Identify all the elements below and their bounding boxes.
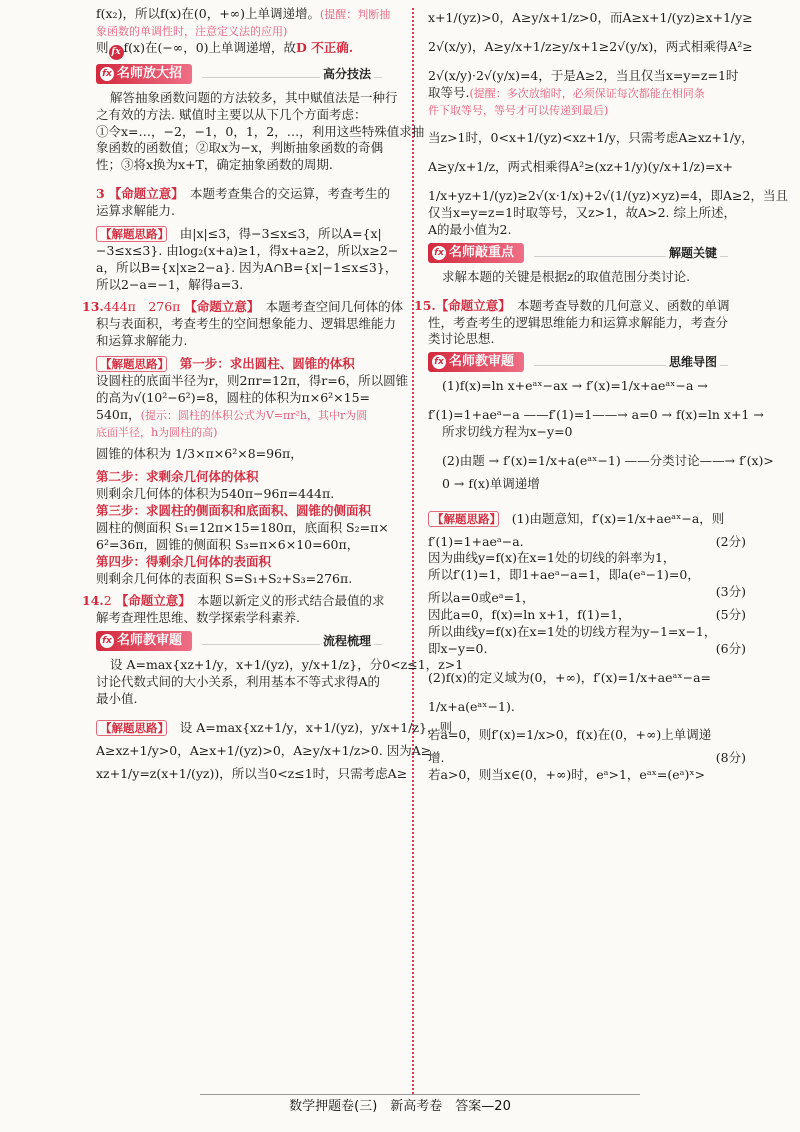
text-line: 之有效的方法. 赋值时主要以从下几个方面考虑： [96,106,367,122]
text-line: −3≤x≤3}. 由log₂(x+a)≥1，得x+a≥2，所以x≥2− [96,242,399,258]
text-line: 所以f′(1)=1，即1+aeᵃ−a=1，即a(eᵃ−1)=0， [428,567,700,583]
mind-map-line: 0 → f(x)单调递增 [442,475,540,491]
fx-icon: fx [100,634,114,648]
banner-mingshi-jiaoshenti [96,631,400,651]
text-line: A≥xz+1/y>0，A≥x+1/(yz)>0，A≥y/x+1/z>0. 因为A≥ [96,742,432,758]
text-line: 象函数的函数值；②取x为−x，判断抽象函数的奇偶 [96,140,384,156]
text-line: 即x−y=0. (6分) [428,640,746,656]
text-line: 圆柱的侧面积 S₁=12π×15=180π，底面积 S₂=π× [96,519,389,535]
mind-map-line: (2)由题 → f′(x)=1/x+a(eᵃˣ−1) ——分类讨论——→ f′(x)> [442,452,774,468]
text-line: ①令x=…，−2，−1，0，1，2，…，利用这些特殊值求抽 [96,123,425,139]
banner-subtitle: 思维导图 [666,354,720,370]
text-line: 和运算求解能力. [96,333,188,349]
text-line: 所以a=0或eᵃ=1， [428,590,535,606]
fx-icon: fx [432,246,446,260]
text-line: f(x₂)，所以f(x)在(0，+∞)上单调递增。(提醒：判断抽 [96,6,391,21]
text-line: 性；③将x换为x+T，确定抽象函数的周期. [96,157,333,173]
question-13-intent: 13.444π 276π 【命题立意】 本题考查空间几何体的体 [82,299,404,315]
step-heading: 第三步：求圆柱的侧面积和底面积、圆锥的侧面积 [96,503,372,518]
hint-note: 件下取等号，等号才可以传递到最后) [428,103,609,117]
step-heading: 第二步：求剩余几何体的体积 [96,469,259,485]
footer-rule [200,1094,640,1095]
text-line: 最小值. [96,690,138,706]
text-line: 解答抽象函数问题的方法较多，其中赋值法是一种行 [110,89,398,105]
text-line: A≥y/x+1/z，两式相乘得A²≥(xz+1/y)(y/x+1/z)=x+ [428,159,733,175]
banner-subtitle: 解题关键 [666,245,720,261]
text-line: f′(1)=1+aeᵃ−a. (2分) [428,533,746,549]
text-line: 类讨论思想. [428,331,495,347]
text-line: 运算求解能力. [96,203,175,218]
text-line: 设圆柱的底面半径为r，则2πr=12π，得r=6，所以圆锥 [96,372,409,388]
text-line: 仅当x=y=z=1时取等号，又z>1，故A>2. 综上所述， [428,205,736,220]
text-line: 2√(x/y)·2√(y/x)=4，于是A≥2，当且仅当x=y=z=1时 [428,67,739,83]
question-3-intent: 3 【命题立意】 本题考查集合的交运算，考查考生的 [96,186,390,202]
banner-title: 名师敲重点 [449,244,515,260]
text-line: (2)f(x)的定义域为(0，+∞)，f′(x)=1/x+aeᵃˣ−a= [428,669,712,685]
mind-map-line: f′(1)=1+aeᵃ−a ——f′(1)=1——→ a=0 → f(x)=ln x+1 → [428,407,764,423]
mind-map-line: 所求切线方程为x−y=0 [442,424,573,439]
text-line: a，所以B={x|x≥2−a}. 因为A∩B={x|−1≤x≤3}， [96,259,398,275]
question-13-solution: 【解题思路】 第一步：求出圆柱、圆锥的体积 [96,356,400,373]
text-line: 6²=36π，圆锥的侧面积 S₃=π×6×10=60π， [96,536,360,552]
banner-title: 名师教审题 [449,354,515,370]
text-line: 取等号.(提醒：多次放缩时，必须保证每次都能在相同条 [428,84,705,100]
question-3-solution: 【解题思路】 由|x|≤3，得−3≤x≤3，所以A={x| [96,226,400,243]
text-line: A的最小值为2. [428,221,512,237]
text-line: 性，考查考生的逻辑思维能力和运算求解能力，考查分 [428,314,729,330]
banner-mingshi-fangdazhao [96,64,400,84]
text-line: 所以曲线y=f(x)在x=1处的切线方程为y−1=x−1， [428,623,717,639]
text-line: 则剩余几何体的表面积 S=S₁+S₂+S₃=276π. [96,570,353,586]
text-line: 圆锥的体积为 1/3×π×6²×8=96π， [96,446,303,462]
text-line: 则 fx f(x)在(−∞，0)上单调递增，故D 不正确. [96,40,400,60]
text-line: 2√(x/y)，A≥y/x+1/z≥y/x+1≥2√(y/x)，两式相乘得A²≥ [428,38,753,54]
text-line: 讨论代数式间的大小关系，利用基本不等式求得A的 [96,674,381,689]
text-line: 若a=0，则f′(x)=1/x>0，f(x)在(0，+∞)上单调递 [428,727,712,743]
question-15-solution: 【解题思路】 (1)由题意知，f′(x)=1/x+aeᵃˣ−a，则 [428,511,746,528]
text-line: x+1/(yz)>0，A≥y/x+1/z>0，而A≥x+1/(yz)≥x+1/y≥ [428,10,753,25]
question-14-solution: 【解题思路】 设 A=max{xz+1/y，x+1/(yz)，y/x+1/z}，则 [96,720,400,737]
banner-subtitle: 流程梳理 [320,633,374,649]
question-14-intent: 14.2 【命题立意】 本题以新定义的形式结合最值的求 [82,593,385,609]
column-divider [412,8,414,1094]
banner-subtitle: 高分技法 [320,66,374,82]
text-line: 解考查理性思维、数学探索学科素养. [96,610,300,626]
page-footer: 数学押题卷(三) 新高考卷 答案—20 [289,1099,511,1114]
text-line: 求解本题的关键是根据z的取值范围分类讨论. [442,268,691,284]
text-line: 1/x+a(eᵃˣ−1). [428,698,515,714]
fx-icon: fx [432,355,446,369]
text-line: 1/x+yz+1/(yz)≥2√(x·1/x)+2√(1/(yz)×yz)=4，即A≥2，当且 [428,188,788,204]
banner-title: 名师教审题 [117,633,183,649]
text-line: 增. (8分) [428,750,746,766]
hint-note: 底面半径，h为圆柱的高) [96,425,218,439]
banner-title: 名师放大招 [117,65,183,81]
text-line: xz+1/y=z(x+1/(yz))，所以当0<z≤1时，只需考虑A≥ [96,765,408,781]
text-line: 积与表面积，考查考生的空间想象能力、逻辑思维能力 [96,316,397,332]
text-line: 540π，(提示：圆柱的体积公式为V=πr²h，其中r为圆 [96,406,368,422]
mind-map-line: (1)f(x)=ln x+eᵃˣ−ax → f′(x)=1/x+aeᵃˣ−a → [442,378,708,394]
text-line: 因此a=0，f(x)=ln x+1，f(1)=1， (5分) [428,607,746,622]
hint-note: 象函数的单调性时，注意定义法的应用) [96,24,288,38]
text-line: 当z>1时，0<x+1/(yz)<xz+1/y，只需考虑A≥xz+1/y， [428,130,754,146]
banner-mingshi-jiaoshenti [428,352,746,372]
text-line: 设 A=max{xz+1/y，x+1/(yz)，y/x+1/z}，分0<z≤1，z>1 [110,657,464,673]
right-column: x+1/(yz)>0，A≥y/x+1/z>0，而A≥x+1/(yz)≥x+1/y≥ 2√(x/y)，A≥y/x+1/z≥y/x+1≥2√(y/x)，两式相乘得A²≥ 2√(x/y)·2√(y/x)=4，于是A≥2，当且仅当x=y=z=1时 取等号.(提醒：多次放缩时，必须保证每次都能在相同条 件下取等号，等号才可以传递到最后) 当z>1时，0<x+1/(yz)<xz+1/y，只需考虑A≥xz+1/y， A≥y/x+1/z，两式相乘得A²≥(xz+1/y)(y/x+1/z)=x+ 1/x+yz+1/(yz)≥2√(x·1/x)+2√(1/(yz)×yz)=4，即A≥2，当且 仅当x=y=z=1时取等号，又z>1，故A>2. 综上所述， A的最小值为2. fx 名师敲重点 解题关键 求解本题的关键是根据z的取值范围分类讨论. 15.【命题立意】 本题考查导数的几何意义、函数的单调 性，考查考生的逻辑思维能力和运算求解能力，考查分 类讨论思想. fx 名师教审题 思维导图 (1)f(x)=ln x+eᵃˣ−ax → f′(x)=1/x+aeᵃˣ−a → f′(1)=1+aeᵃ−a ——f′(1)=1——→ a=0 → f(x)=ln x+1 → 所求切线方程为x−y=0 (2)由题 → f′(x)=1/x+a(eᵃˣ−1) ——分类讨论——→ f′(x)> 0 → f(x)单调递增 【解题思路】 (1)由题意知，f′(x)=1/x+aeᵃˣ−a，则 f′(1)=1+aeᵃ−a. (2分) 因为曲线y=f(x)在x=1处的切线的斜率为1， 所以f′(1)=1，即1+aeᵃ−a=1，即a(eᵃ−1)=0， (3分) 所以a=0或eᵃ=1， 因此a=0，f(x)=ln x+1，f(1)=1， (5分) 所以曲线y=f(x)在x=1处的切线方程为y−1=x−1， 即x−y=0. (6分) (2)f(x)的定义域为(0，+∞)，f′(x)=1/x+aeᵃˣ−a= 1/x+a(eᵃˣ−1). 若a=0，则f′(x)=1/x>0，f(x)在(0，+∞)上单调递 增. (8分) 若a>0，则当x∈(0，+∞)时，eᵃ>1，eᵃˣ=(eᵃ)ˣ> [414,10,788,783]
text-line: 所以2−a=−1，解得a=3. [96,276,244,292]
banner-mingshi-qiaozhongdian [428,243,746,263]
text-line: 则剩余几何体的体积为540π−96π=444π. [96,486,335,502]
fx-icon: fx [100,67,114,81]
step-heading: 第四步：得剩余几何体的表面积 [96,553,272,569]
question-15-intent: 15.【命题立意】 本题考查导数的几何意义、函数的单调 [414,297,730,313]
text-line: 因为曲线y=f(x)在x=1处的切线的斜率为1， [428,550,676,566]
text-line: 若a>0，则当x∈(0，+∞)时，eᵃ>1，eᵃˣ=(eᵃ)ˣ> [428,767,706,783]
hint-note: (提醒：判断抽 [319,8,391,21]
fx-icon: fx [109,45,124,60]
text-line: 的高为√(10²−6²)=8，圆柱的体积为π×6²×15= [96,389,371,405]
